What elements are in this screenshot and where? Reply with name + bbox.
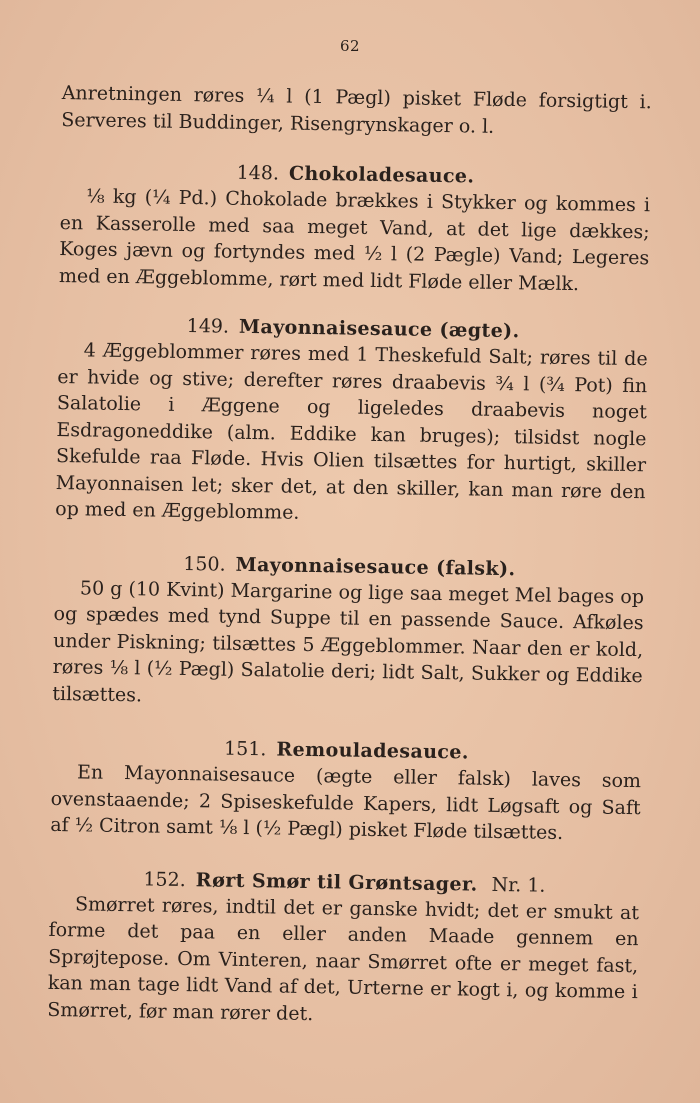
page-number: 62 [339, 37, 361, 55]
intro-paragraph: Anretningen røres ¼ l (1 Pægl) pisket Fløde forsigtigt i. Serveres til Buddinger, Risengrynskager o. l. [61, 81, 652, 138]
recipe-title: Remouladesauce. [276, 738, 470, 764]
recipe-149 [55, 311, 648, 532]
recipe-number: 150. [183, 552, 226, 576]
page-content [47, 80, 652, 1032]
recipe-body: Smørret røres, indtil det er ganske hvidt; det er smukt at forme det paa en eller anden Maade gennem en Sprøjtepose. Om Vinteren, naar Smørret ofte er meget fast, kan man tage lidt Vand af det, Urterne er kogt i, og komme i Smørret, før man rører det. [47, 892, 640, 1025]
recipe-title: Chokoladesauce. [288, 162, 475, 188]
recipe-number: 148. [236, 161, 280, 185]
recipe-variant-label: Nr. 1. [491, 873, 546, 897]
recipe-number: 149. [186, 314, 230, 338]
recipe-150 [52, 548, 644, 716]
recipe-title: Mayonnaisesauce (falsk). [235, 553, 516, 580]
recipe-title: Rørt Smør til Grøntsager. [195, 868, 478, 896]
recipe-151 [50, 733, 642, 848]
recipe-148 [59, 157, 651, 298]
recipe-body: 50 g (10 Kvint) Margarine og lige saa meget Mel bages op og spædes med tynd Suppe til en passende Sauce. Afkøles under Piskning; tilsættes 5 Æggeblommer. Naar den er kold, røres ⅛ l (½ Pægl) Salatolie deri; lidt Salt, Sukker og Eddike tilsættes. [52, 576, 645, 706]
recipe-number: 151. [223, 737, 267, 761]
recipe-title: Mayonnaisesauce (ægte). [238, 315, 520, 343]
recipe-body: En Mayonnaisesauce (ægte eller falsk) laves som ovenstaaende; 2 Spiseskefulde Kapers, lidt Løgsaft og Saft af ½ Citron samt ⅛ l (½ Pægl) pisket Fløde tilsættes. [50, 761, 642, 844]
recipe-152 [47, 864, 639, 1032]
recipe-body: 4 Æggeblommer røres med 1 Theskefuld Salt; røres til de er hvide og stive; derefter røres draabevis ¾ l (¾ Pot) fin Salatolie i Æggene og ligeledes draabevis noget Esdragoneddike (alm. Eddike kan bruges); tilsidst nogle Skefulde raa Fløde. Hvis Olien tilsættes for hurtigt, skiller Mayonnaisen let; sker det, at den skiller, kan man røre den op med en Æggeblomme. [55, 339, 648, 524]
recipe-body: ⅛ kg (¼ Pd.) Chokolade brækkes i Stykker og kommes i en Kasserolle med saa meget Vand, at det lige dækkes; Koges jævn og fortyndes med ½ l (2 Pægle) Vand; Legeres med en Æggeblomme, rørt med lidt Fløde eller Mælk. [58, 185, 651, 295]
recipe-number: 152. [143, 867, 186, 891]
